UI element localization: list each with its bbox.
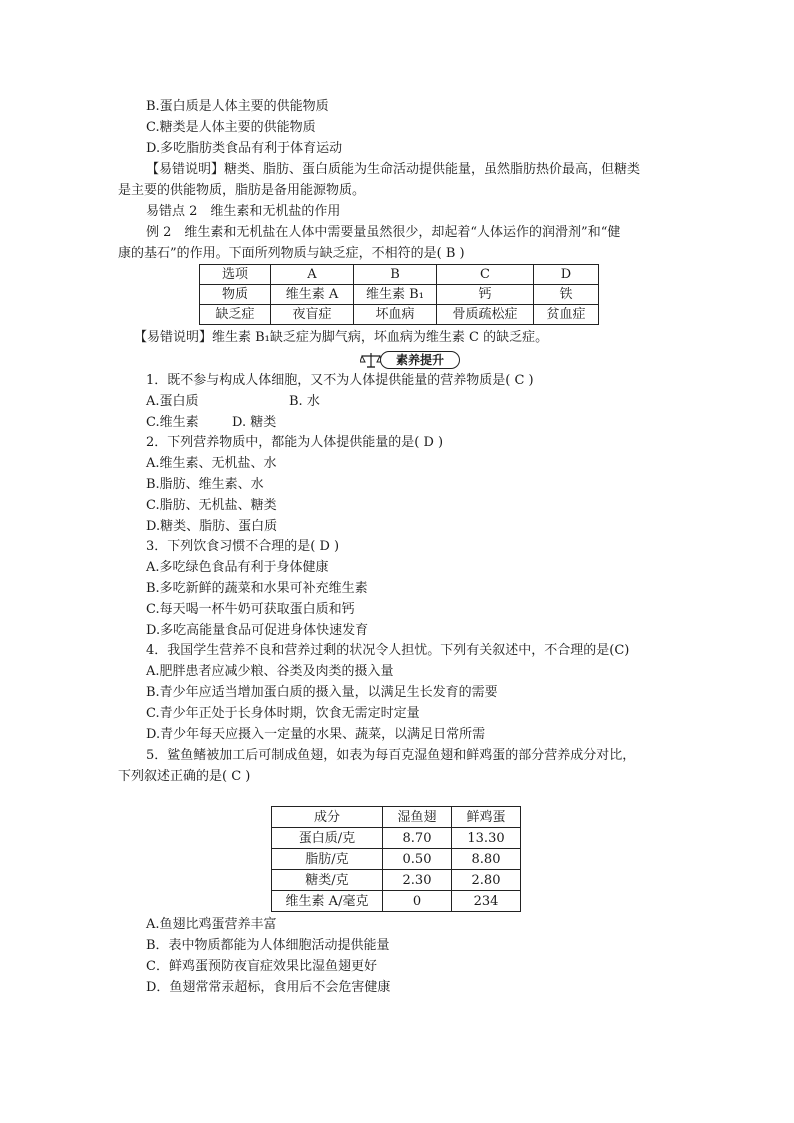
question-3: 3．下列饮食习惯不合理的是( D ) <box>146 539 340 554</box>
q5-option: B．表中物质都能为人体细胞活动提供能量 <box>146 938 390 953</box>
scale-icon <box>360 350 382 370</box>
table-cell: 维生素 A <box>271 285 354 305</box>
table-cell: 鲜鸡蛋 <box>452 807 521 828</box>
table-cell: 贫血症 <box>534 305 599 325</box>
q2-option: D.糖类、脂肪、蛋白质 <box>146 519 278 534</box>
q2-option: C.脂肪、无机盐、糖类 <box>146 498 277 513</box>
q3-option: A.多吃绿色食品有利于身体健康 <box>146 560 329 575</box>
table-row <box>200 265 599 285</box>
section-banner <box>360 350 464 370</box>
q3-option: D.多吃高能量食品可促进身体快速发育 <box>146 623 369 638</box>
q5-option: C．鲜鸡蛋预防夜盲症效果比湿鱼翅更好 <box>146 959 377 974</box>
table-cell: A <box>271 265 354 285</box>
table-cell: 成分 <box>272 807 383 828</box>
table-cell: 8.80 <box>452 849 521 870</box>
table-cell: 钙 <box>437 285 534 305</box>
q4-option: D.青少年每天应摄入一定量的水果、蔬菜，以满足日常所需 <box>146 727 486 742</box>
q1-option-d: D. 糖类 <box>232 415 277 430</box>
table-cell: C <box>437 265 534 285</box>
question-4: 4．我国学生营养不良和营养过剩的状况令人担忧。下列有关叙述中，不合理的是(C) <box>146 643 630 658</box>
q4-option: A.肥胖患者应减少粮、谷类及肉类的摄入量 <box>146 664 394 679</box>
table-cell: 夜盲症 <box>271 305 354 325</box>
table-row <box>200 285 599 305</box>
option-b: B.蛋白质是人体主要的供能物质 <box>146 99 329 114</box>
table-cell: 坏血病 <box>354 305 437 325</box>
note-explanation-2: 【易错说明】维生素 B₁缺乏症为脚气病，坏血病为维生素 C 的缺乏症。 <box>134 330 549 345</box>
table-cell: 蛋白质/克 <box>272 828 383 849</box>
table-cell: 0 <box>383 891 452 912</box>
question-2: 2．下列营养物质中，都能为人体提供能量的是( D ) <box>146 435 444 450</box>
table-cell: 2.80 <box>452 870 521 891</box>
banner-label: 素养提升 <box>380 351 460 369</box>
question-1: 1．既不参与构成人体细胞，又不为人体提供能量的营养物质是( C ) <box>146 373 534 388</box>
q3-option: B.多吃新鲜的蔬菜和水果可补充维生素 <box>146 581 368 596</box>
example-question: 例 2 维生素和无机盐在人体中需要量虽然很少，却起着“人体运作的润滑剂”和“健 <box>146 225 621 240</box>
question-5-cont: 下列叙述正确的是( C ) <box>118 769 251 784</box>
q2-option: A.维生素、无机盐、水 <box>146 456 277 471</box>
table-cell: 0.50 <box>383 849 452 870</box>
table-cell: 8.70 <box>383 828 452 849</box>
q2-option: B.脂肪、维生素、水 <box>146 477 264 492</box>
table-cell: 脂肪/克 <box>272 849 383 870</box>
table-cell: 234 <box>452 891 521 912</box>
table-cell: 骨质疏松症 <box>437 305 534 325</box>
q1-option-c: C.维生素 <box>146 415 199 430</box>
table-row <box>272 891 521 912</box>
table-cell: D <box>534 265 599 285</box>
q4-option: C.青少年正处于长身体时期，饮食无需定时定量 <box>146 706 420 721</box>
q3-option: C.每天喝一杯牛奶可获取蛋白质和钙 <box>146 602 355 617</box>
note-explanation: 【易错说明】糖类、脂肪、蛋白质能为生命活动提供能量，虽然脂肪热价最高，但糖类 <box>146 162 641 177</box>
table-cell: 13.30 <box>452 828 521 849</box>
q1-option-a: A.蛋白质 <box>146 394 199 409</box>
q5-option: D．鱼翅常常汞超标，食用后不会危害健康 <box>146 980 391 995</box>
table-cell: 缺乏症 <box>200 305 271 325</box>
q4-option: B.青少年应适当增加蛋白质的摄入量，以满足生长发育的需要 <box>146 685 498 700</box>
table-cell: 2.30 <box>383 870 452 891</box>
option-d: D.多吃脂肪类食品有利于体育运动 <box>146 141 343 156</box>
table-cell: 维生素 B₁ <box>354 285 437 305</box>
table-row <box>272 828 521 849</box>
nutrition-comparison-table <box>271 806 521 912</box>
table-row <box>272 870 521 891</box>
table-row <box>272 807 521 828</box>
example-question-cont: 康的基石”的作用。下面所列物质与缺乏症，不相符的是( B ) <box>118 246 465 261</box>
table-cell: 物质 <box>200 285 271 305</box>
table-cell: 维生素 A/毫克 <box>272 891 383 912</box>
error-point-heading: 易错点 2 维生素和无机盐的作用 <box>146 204 341 219</box>
option-c: C.糖类是人体主要的供能物质 <box>146 120 316 135</box>
note-explanation-cont: 是主要的供能物质，脂肪是备用能源物质。 <box>118 183 366 198</box>
question-5: 5．鲨鱼鳍被加工后可制成鱼翅，如表为每百克湿鱼翅和鲜鸡蛋的部分营养成分对比， <box>146 748 636 763</box>
table-cell: 湿鱼翅 <box>383 807 452 828</box>
table-cell: B <box>354 265 437 285</box>
vitamin-deficiency-table <box>199 264 599 325</box>
q1-option-b: B. 水 <box>289 394 320 409</box>
q5-option: A.鱼翅比鸡蛋营养丰富 <box>146 917 277 932</box>
table-row <box>272 849 521 870</box>
table-cell: 糖类/克 <box>272 870 383 891</box>
table-cell: 铁 <box>534 285 599 305</box>
table-row <box>200 305 599 325</box>
table-cell: 选项 <box>200 265 271 285</box>
